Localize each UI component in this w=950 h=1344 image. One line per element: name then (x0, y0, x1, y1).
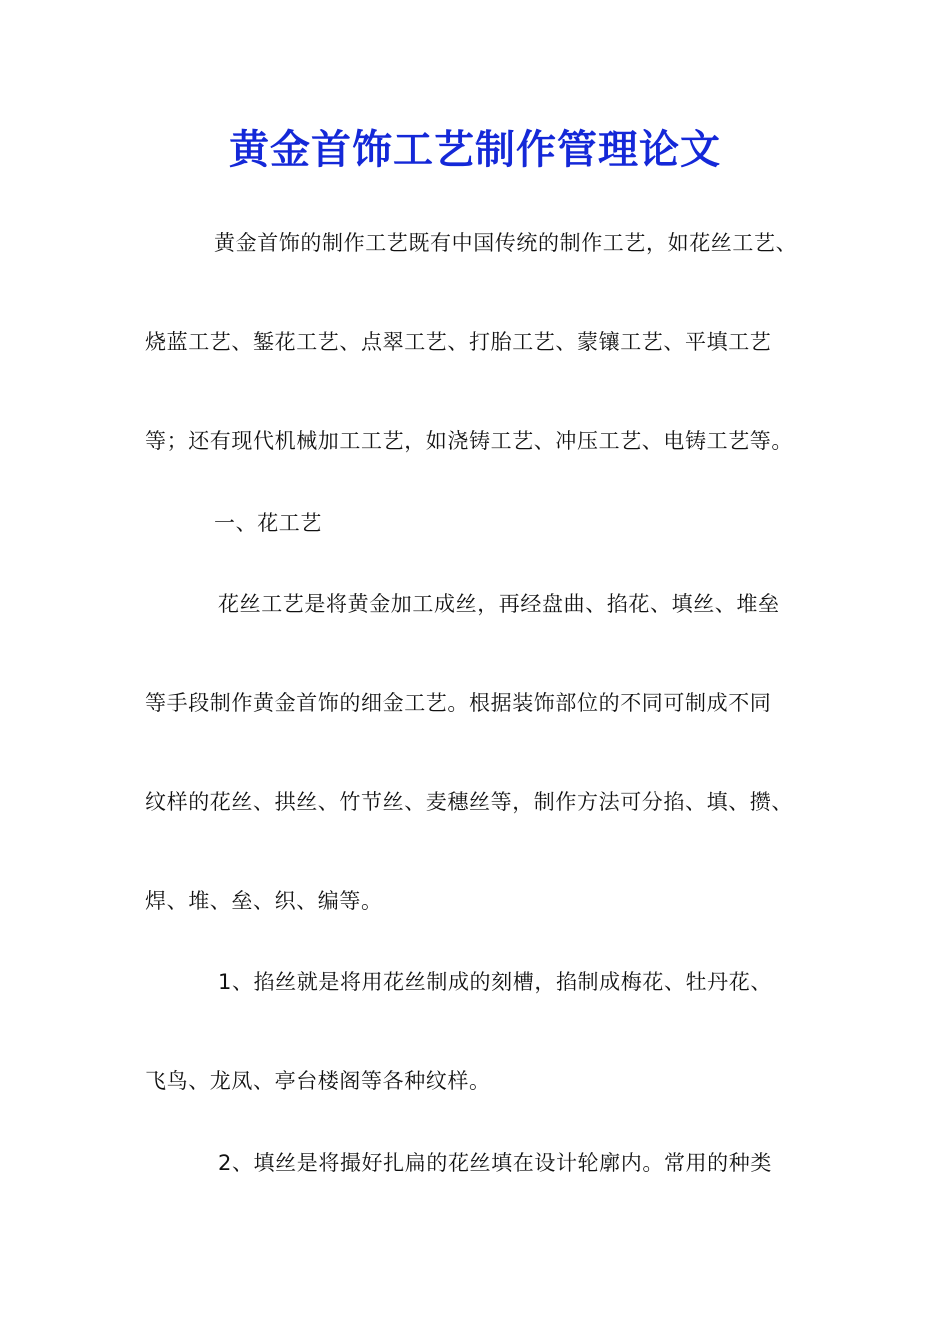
document-title: 黄金首饰工艺制作管理论文 (229, 126, 721, 173)
section-heading: 一、花工艺 (214, 511, 322, 535)
paragraph-line: 花丝工艺是将黄金加工成丝，再经盘曲、掐花、填丝、堆垒 (218, 592, 780, 616)
paragraph-line: 2、填丝是将撮好扎扁的花丝填在设计轮廓内。常用的种类 (218, 1151, 772, 1175)
paragraph-line: 等手段制作黄金首饰的细金工艺。根据装饰部位的不同可制成不同 (145, 691, 772, 715)
paragraph-line: 焊、堆、垒、织、编等。 (145, 889, 383, 913)
paragraph-line: 黄金首饰的制作工艺既有中国传统的制作工艺，如花丝工艺、 (214, 231, 798, 255)
paragraph-line: 纹样的花丝、拱丝、竹节丝、麦穗丝等，制作方法可分掐、填、攒、 (145, 790, 793, 814)
paragraph-line: 飞鸟、龙凤、亭台楼阁等各种纹样。 (145, 1069, 491, 1093)
paragraph-line: 1、掐丝就是将用花丝制成的刻槽，掐制成梅花、牡丹花、 (218, 970, 772, 994)
paragraph-line: 烧蓝工艺、錾花工艺、点翠工艺、打胎工艺、蒙镶工艺、平填工艺 (145, 330, 772, 354)
paragraph-line: 等；还有现代机械加工工艺，如浇铸工艺、冲压工艺、电铸工艺等。 (145, 429, 793, 453)
